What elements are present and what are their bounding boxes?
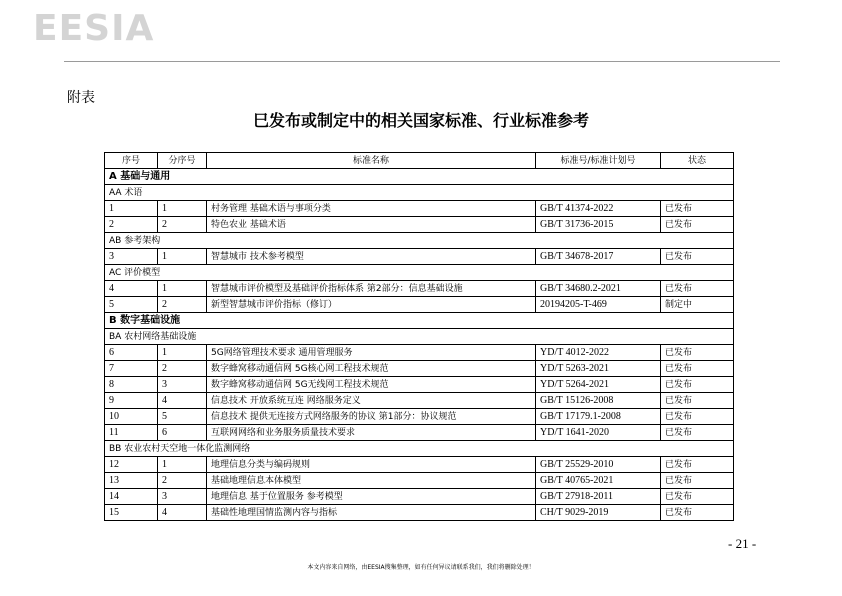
standard-name-cell: 信息技术 提供无连接方式网络服务的协议 第1部分：协议规范 xyxy=(207,409,536,425)
standard-code-cell: YD/T 4012-2022 xyxy=(536,345,661,361)
category-label: A 基础与通用 xyxy=(105,169,734,185)
standard-code-cell: GB/T 40765-2021 xyxy=(536,473,661,489)
subserial-cell: 1 xyxy=(158,345,207,361)
subcategory-label: AB 参考架构 xyxy=(105,233,734,249)
category-label: B 数字基础设施 xyxy=(105,313,734,329)
standard-name-cell: 新型智慧城市评价指标（修订） xyxy=(207,297,536,313)
standard-name-cell: 地理信息分类与编码规则 xyxy=(207,457,536,473)
standards-table xyxy=(104,152,734,521)
standard-code-cell: GB/T 41374-2022 xyxy=(536,201,661,217)
standard-code-cell: GB/T 27918-2011 xyxy=(536,489,661,505)
serial-cell: 10 xyxy=(105,409,158,425)
subcategory-row xyxy=(105,441,734,457)
standard-name-cell: 智慧城市评价模型及基础评价指标体系 第2部分：信息基础设施 xyxy=(207,281,536,297)
standard-name-cell: 互联网网络和业务服务质量技术要求 xyxy=(207,425,536,441)
subserial-cell: 1 xyxy=(158,249,207,265)
subcategory-label: BA 农村网络基础设施 xyxy=(105,329,734,345)
table-row xyxy=(105,409,734,425)
header-standard-code: 标准号/标准计划号 xyxy=(536,153,661,169)
status-cell: 已发布 xyxy=(661,409,734,425)
status-cell: 制定中 xyxy=(661,297,734,313)
subserial-cell: 2 xyxy=(158,361,207,377)
standard-name-cell: 特色农业 基础术语 xyxy=(207,217,536,233)
subserial-cell: 4 xyxy=(158,505,207,521)
standard-name-cell: 基础性地理国情监测内容与指标 xyxy=(207,505,536,521)
standard-name-cell: 信息技术 开放系统互连 网络服务定义 xyxy=(207,393,536,409)
status-cell: 已发布 xyxy=(661,377,734,393)
status-cell: 已发布 xyxy=(661,489,734,505)
serial-cell: 15 xyxy=(105,505,158,521)
table-row xyxy=(105,473,734,489)
subserial-cell: 6 xyxy=(158,425,207,441)
standard-code-cell: GB/T 15126-2008 xyxy=(536,393,661,409)
table-row xyxy=(105,361,734,377)
table-row xyxy=(105,505,734,521)
subserial-cell: 1 xyxy=(158,457,207,473)
table-row xyxy=(105,345,734,361)
appendix-label: 附表 xyxy=(67,90,95,106)
subserial-cell: 1 xyxy=(158,281,207,297)
subserial-cell: 4 xyxy=(158,393,207,409)
standard-code-cell: GB/T 25529-2010 xyxy=(536,457,661,473)
status-cell: 已发布 xyxy=(661,249,734,265)
status-cell: 已发布 xyxy=(661,457,734,473)
serial-cell: 5 xyxy=(105,297,158,313)
subcategory-row xyxy=(105,329,734,345)
standard-code-cell: GB/T 31736-2015 xyxy=(536,217,661,233)
serial-cell: 1 xyxy=(105,201,158,217)
standard-name-cell: 数字蜂窝移动通信网 5G核心网工程技术规范 xyxy=(207,361,536,377)
table-row xyxy=(105,297,734,313)
subcategory-row xyxy=(105,233,734,249)
table-row xyxy=(105,217,734,233)
standard-code-cell: GB/T 17179.1-2008 xyxy=(536,409,661,425)
standard-code-cell: GB/T 34678-2017 xyxy=(536,249,661,265)
table-row xyxy=(105,393,734,409)
page-number: - 21 - xyxy=(728,536,757,551)
status-cell: 已发布 xyxy=(661,281,734,297)
header-status: 状态 xyxy=(661,153,734,169)
serial-cell: 8 xyxy=(105,377,158,393)
status-cell: 已发布 xyxy=(661,505,734,521)
status-cell: 已发布 xyxy=(661,345,734,361)
standard-name-cell: 5G网络管理技术要求 通用管理服务 xyxy=(207,345,536,361)
header-serial: 序号 xyxy=(105,153,158,169)
subserial-cell: 2 xyxy=(158,473,207,489)
serial-cell: 3 xyxy=(105,249,158,265)
footer-disclaimer: 本文内容来自网络，由EESIA搜集整理，如有任何异议请联系我们，我们将删除处理！ xyxy=(307,564,535,571)
subserial-cell: 3 xyxy=(158,377,207,393)
header-subserial: 分序号 xyxy=(158,153,207,169)
standard-code-cell: YD/T 1641-2020 xyxy=(536,425,661,441)
subserial-cell: 3 xyxy=(158,489,207,505)
table-row xyxy=(105,489,734,505)
standard-name-cell: 地理信息 基于位置服务 参考模型 xyxy=(207,489,536,505)
subserial-cell: 2 xyxy=(158,217,207,233)
serial-cell: 7 xyxy=(105,361,158,377)
standard-code-cell: 20194205-T-469 xyxy=(536,297,661,313)
subcategory-label: BB 农业农村天空地一体化监测网络 xyxy=(105,441,734,457)
standard-code-cell: YD/T 5263-2021 xyxy=(536,361,661,377)
status-cell: 已发布 xyxy=(661,201,734,217)
serial-cell: 13 xyxy=(105,473,158,489)
status-cell: 已发布 xyxy=(661,425,734,441)
subcategory-row xyxy=(105,185,734,201)
table-row xyxy=(105,457,734,473)
table-row xyxy=(105,249,734,265)
serial-cell: 11 xyxy=(105,425,158,441)
standard-name-cell: 数字蜂窝移动通信网 5G无线网工程技术规范 xyxy=(207,377,536,393)
serial-cell: 4 xyxy=(105,281,158,297)
serial-cell: 14 xyxy=(105,489,158,505)
standard-name-cell: 智慧城市 技术参考模型 xyxy=(207,249,536,265)
standard-name-cell: 基础地理信息本体模型 xyxy=(207,473,536,489)
serial-cell: 12 xyxy=(105,457,158,473)
standard-name-cell: 村务管理 基础术语与事项分类 xyxy=(207,201,536,217)
serial-cell: 9 xyxy=(105,393,158,409)
table-body xyxy=(105,169,734,521)
serial-cell: 6 xyxy=(105,345,158,361)
status-cell: 已发布 xyxy=(661,361,734,377)
category-row xyxy=(105,313,734,329)
table-row xyxy=(105,377,734,393)
subcategory-label: AC 评价模型 xyxy=(105,265,734,281)
standard-code-cell: YD/T 5264-2021 xyxy=(536,377,661,393)
table-row xyxy=(105,425,734,441)
status-cell: 已发布 xyxy=(661,473,734,489)
subcategory-label: AA 术语 xyxy=(105,185,734,201)
subcategory-row xyxy=(105,265,734,281)
header-divider xyxy=(64,61,780,62)
standard-code-cell: CH/T 9029-2019 xyxy=(536,505,661,521)
table-row xyxy=(105,201,734,217)
category-row xyxy=(105,169,734,185)
subserial-cell: 1 xyxy=(158,201,207,217)
page-title: 巳发布或制定中的相关国家标准、行业标准参考 xyxy=(252,111,589,130)
standard-code-cell: GB/T 34680.2-2021 xyxy=(536,281,661,297)
subserial-cell: 2 xyxy=(158,297,207,313)
table-header-row xyxy=(105,153,734,169)
eesia-logo: EESIA xyxy=(33,8,155,49)
serial-cell: 2 xyxy=(105,217,158,233)
subserial-cell: 5 xyxy=(158,409,207,425)
header-standard-name: 标准名称 xyxy=(207,153,536,169)
status-cell: 已发布 xyxy=(661,393,734,409)
table-row xyxy=(105,281,734,297)
status-cell: 已发布 xyxy=(661,217,734,233)
